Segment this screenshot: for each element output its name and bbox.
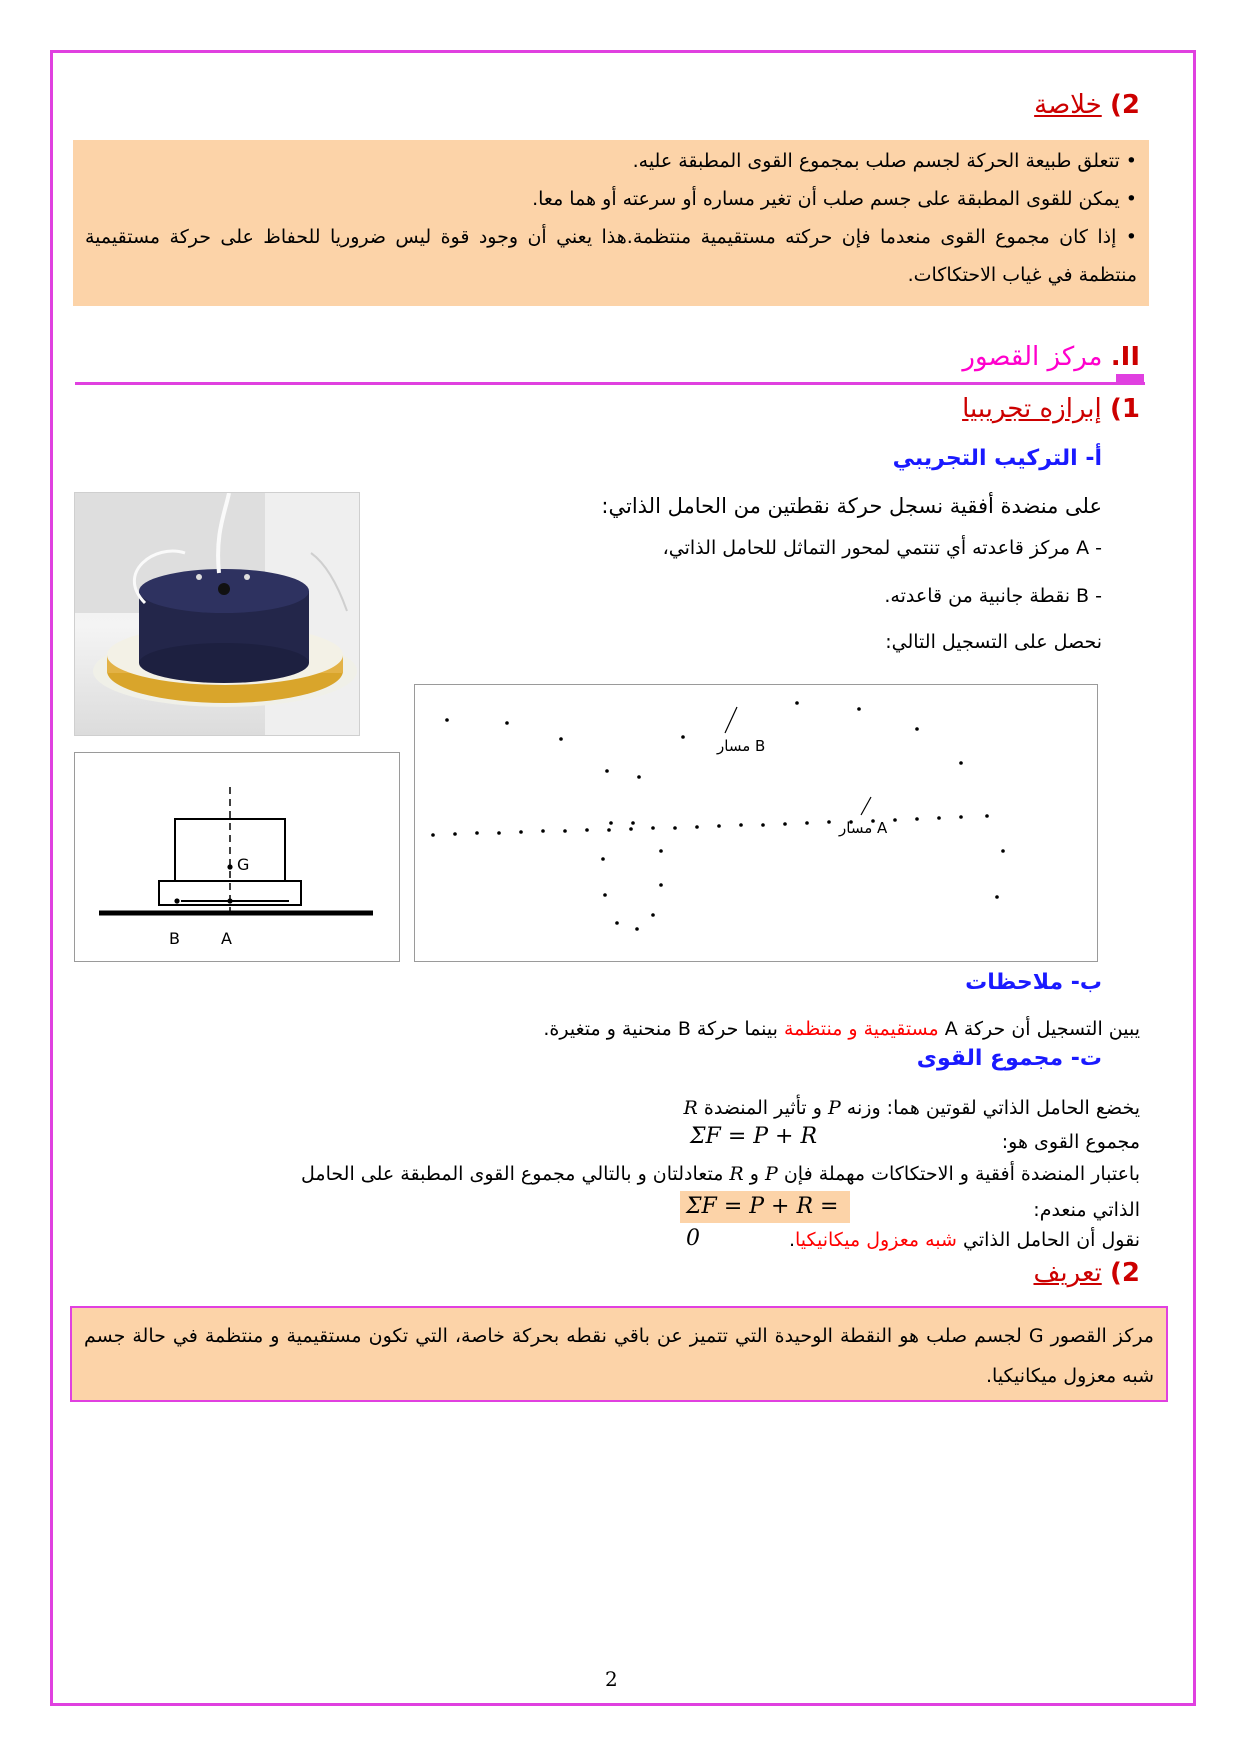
setup-line: - A مركز قاعدته أي تنتمي لمحور التماثل للحامل الذاتي، <box>662 537 1102 559</box>
observations-text <box>100 1015 1140 1043</box>
summary-bullet: • يمكن للقوى المطبقة على جسم صلب أن تغير مساره أو سرعته أو هما معا. <box>532 188 1137 210</box>
obs-part: بينما حركة B منحنية و متغيرة. <box>543 1018 784 1040</box>
obs-part: يبين التسجيل أن حركة A <box>938 1018 1140 1040</box>
label-b: B <box>169 929 180 948</box>
symbol-r: R <box>729 1163 744 1185</box>
setup-line: نحصل على التسجيل التالي: <box>885 631 1102 653</box>
definition-number: 2) <box>1110 1258 1140 1288</box>
conclusion-highlight: شبه معزول ميكانيكيا <box>794 1229 957 1251</box>
section-heading <box>962 342 1140 372</box>
apparatus-photo <box>74 492 360 736</box>
section-number: II. <box>1110 342 1140 372</box>
symbol-p: P <box>827 1097 841 1119</box>
subsection-heading <box>962 394 1140 424</box>
definition-box <box>70 1306 1168 1402</box>
forces-text: متعادلتان و بالتالي مجموع القوى المطبقة على الحامل <box>301 1163 730 1185</box>
obs-highlight: مستقيمية و منتظمة <box>783 1018 939 1040</box>
definition-title: تعريف <box>1033 1258 1102 1288</box>
puck-diagram <box>74 752 400 962</box>
forces-line-3 <box>100 1160 1140 1188</box>
summary-bullet: • إذا كان مجموع القوى منعدما فإن حركته مستقيمية منتظمة.هذا يعني أن وجود قوة ليس ضروريا للحفاظ على حركة مستقيمية منتظمة في غياب الاحتكاكات. <box>85 226 1137 286</box>
forces-text: و تأثير المنضدة <box>697 1097 828 1119</box>
section-marker <box>1116 374 1144 382</box>
observations-label: ب- ملاحظات <box>965 970 1102 995</box>
page-number: 2 <box>605 1667 618 1691</box>
summary-bullet: • تتعلق طبيعة الحركة لجسم صلب بمجموع القوى المطبقة عليه. <box>632 150 1137 172</box>
forces-zero-equation: ΣF = P + R = 0 <box>680 1191 850 1223</box>
setup-text <box>402 490 1102 656</box>
forces-conclusion <box>100 1226 1140 1254</box>
symbol-r: R <box>683 1097 698 1119</box>
forces-zero-label: الذاتي منعدم: <box>1033 1199 1140 1221</box>
definition-text: مركز القصور G لجسم صلب هو النقطة الوحيدة التي تتميز عن باقي نقطه بحركة خاصة، التي تكون مستقيمية و منتظمة في حالة جسم شبه معزول ميكانيكيا. <box>84 1325 1154 1387</box>
label-a: A <box>221 929 232 948</box>
setup-line: - B نقطة جانبية من قاعدته. <box>884 585 1102 607</box>
subsection-number: 1) <box>1110 394 1140 424</box>
summary-title: خلاصة <box>1034 90 1102 120</box>
forces-text: يخضع الحامل الذاتي لقوتين هما: وزنه <box>840 1097 1140 1119</box>
forces-line-1 <box>100 1094 1140 1122</box>
summary-heading <box>1034 90 1140 120</box>
definition-heading <box>1033 1258 1140 1288</box>
forces-text: باعتبار المنضدة أفقية و الاحتكاكات مهملة فإن <box>777 1163 1140 1185</box>
section-underline <box>75 382 1145 385</box>
forces-label: ت- مجموع القوى <box>916 1046 1102 1071</box>
summary-number: 2) <box>1110 90 1140 120</box>
setup-label: أ- التركيب التجريبي <box>892 446 1102 471</box>
path-a-label: مسار A <box>839 819 888 837</box>
section-title: مركز القصور <box>962 342 1103 372</box>
subsection-title: إبرازه تجريبيا <box>962 394 1102 424</box>
recording-chart <box>414 684 1098 962</box>
forces-text: و <box>743 1163 765 1185</box>
forces-sum-equation: ΣF = P + R <box>690 1124 818 1149</box>
conclusion-text: نقول أن الحامل الذاتي <box>956 1229 1140 1251</box>
label-g: G <box>237 855 250 874</box>
conclusion-text: . <box>788 1229 795 1251</box>
setup-line: على منضدة أفقية نسجل حركة نقطتين من الحامل الذاتي: <box>601 494 1102 518</box>
summary-box <box>73 140 1149 306</box>
forces-sum-label: مجموع القوى هو: <box>1001 1131 1140 1153</box>
symbol-p: P <box>765 1163 778 1185</box>
path-b-label: مسار B <box>717 737 766 755</box>
